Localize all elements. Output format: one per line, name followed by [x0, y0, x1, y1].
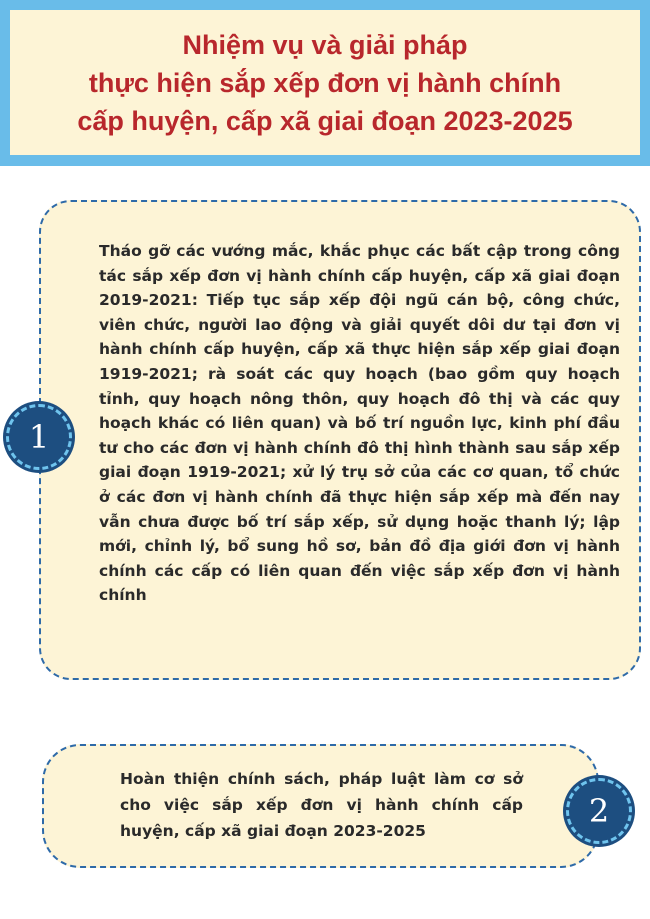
item-text-1: Tháo gỡ các vướng mắc, khắc phục các bất cập trong công tác sắp xếp đơn vị hành chính cấp huyện, cấp xã giai đoạn 2019-2021: Tiếp tục sắp xếp đội ngũ cán bộ, công chức, viên chức, người lao động và giải quyết dôi dư tại đơn vị hành chính cấp huyện, cấp xã thực hiện sắp xếp giai đoạn 1919-2021; rà soát các quy hoạch (bao gồm quy hoạch tỉnh, quy hoạch nông thôn, quy hoạch đô thị và các quy hoạch khác có liên quan) và bố trí nguồn lực, kinh phí đầu tư cho các đơn vị hành chính đô thị hình thành sau sắp xếp giai đoạn 1919-2021; xử lý trụ sở của các cơ quan, tổ chức ở các đơn vị hành chính đã thực hiện sắp xếp mà đến nay vẫn chưa được bố trí sắp xếp, sử dụng hoặc thanh lý; lập mới, chỉnh lý, bổ sung hồ sơ, bản đồ địa giới đơn vị hành chính các cấp có liên quan đến việc sắp xếp đơn vị hành chính	[99, 242, 620, 605]
title-line-3: cấp huyện, cấp xã giai đoạn 2023-2025	[77, 105, 573, 136]
title-line-1: Nhiệm vụ và giải pháp	[182, 29, 468, 60]
badge-number-2: 2	[588, 792, 610, 830]
item-card-1	[39, 200, 641, 680]
item-card-2	[42, 744, 599, 868]
item-text-2: Hoàn thiện chính sách, pháp luật làm cơ sở cho việc sắp xếp đơn vị hành chính cấp huyện, cấp xã giai đoạn 2023-2025	[120, 770, 523, 840]
title-line-2: thực hiện sắp xếp đơn vị hành chính	[88, 67, 562, 98]
number-badge-2	[566, 778, 632, 844]
badge-number-1: 1	[28, 418, 50, 456]
number-badge-1	[6, 404, 72, 470]
title-banner	[0, 0, 650, 166]
title-box	[10, 10, 640, 155]
